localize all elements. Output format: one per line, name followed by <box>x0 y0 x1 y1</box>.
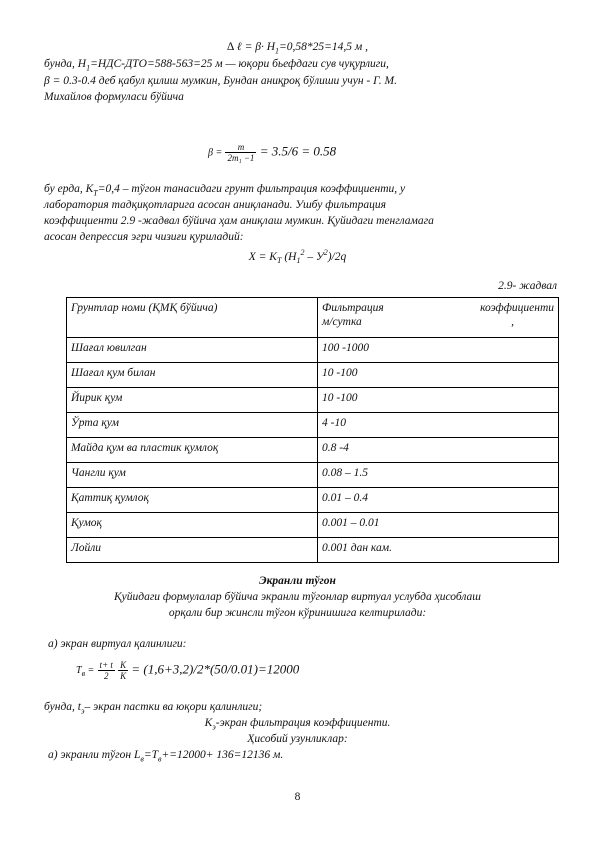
coefficient-value: 0.001 – 0.01 <box>318 513 559 538</box>
coefficient-value: 0.8 -4 <box>318 438 559 463</box>
soil-name: Шағал ювилган <box>67 338 318 363</box>
tv-formula: $T_в$ = $\frac{t+ t}{2}$ $\frac{K}{K}$ = (1,6+3,2)/2*(50/0.01)=12000 <box>76 660 300 681</box>
table-row <box>67 413 559 438</box>
calc-lengths-label: Ҳисобий узунликлар: <box>247 733 348 745</box>
middle-line-3: коэффициенти 2.9 -жадвал бўйича ҳам аниқлаш мумкин. Қуйидаги тенгламага <box>44 215 434 227</box>
coefficient-value: 4 -10 <box>318 413 559 438</box>
ke-definition: $К_э$-экран фильтрация коэффициенти. <box>204 717 391 732</box>
table-row <box>67 338 559 363</box>
table-caption: 2.9- жадвал <box>498 280 557 292</box>
coefficient-value: 0.001 дан кам. <box>318 538 559 563</box>
screen-thickness-label: а) экран виртуал қалинлиги: <box>48 638 187 650</box>
section-heading: Экранли тўгон <box>259 575 336 587</box>
soil-name: Лойли <box>67 538 318 563</box>
beta-formula: β = $\frac{m}{\text{2m₁ −1}}$ = 3.5/6 = 0.58 <box>208 142 337 163</box>
coefficient-value: 10 -100 <box>318 388 559 413</box>
table-row <box>67 513 559 538</box>
coefficient-value: 0.08 – 1.5 <box>318 463 559 488</box>
h1-definition: бунда, $Н_1=НДС-ДТО=588-563=25$ м — юқори бьефдаги сув чуқурлиги, <box>44 58 389 73</box>
mikhailov-formula-label: Михайлов формуласи бўйича <box>44 91 184 103</box>
bottom-para-line-2: орқали бир жинсли тўгон кўринишига келтирилади: <box>168 607 427 619</box>
table-header-row <box>67 298 559 338</box>
soil-name: Йирик қум <box>67 388 318 413</box>
beta-note: β = 0.3-0.4 деб қабул қилиш мумкин, Бундан аниқроқ бўлиши учун - Г. М. <box>44 75 397 87</box>
table-row <box>67 488 559 513</box>
kt-definition: бу ерда, $К_Т=0,4$ – тўгон танасидаги грунт фильтрация коэффициенти, у <box>44 183 406 198</box>
soil-name: Қаттиқ қумлоқ <box>67 488 318 513</box>
te-definition: бунда, $t_э-$ экран пастки ва юқори қалинлиги; <box>44 701 263 716</box>
coefficient-value: 10 -100 <box>318 363 559 388</box>
filtration-table <box>66 297 559 563</box>
bottom-para-line-1: Қуйидаги формулалар бўйича экранли тўгонлар виртуал услубда ҳисоблаш <box>114 591 481 603</box>
page-number: 8 <box>294 791 301 803</box>
table-row <box>67 438 559 463</box>
table-row <box>67 538 559 563</box>
table-row <box>67 463 559 488</box>
table-row <box>67 363 559 388</box>
soil-name: Майда қум ва пластик қумлоқ <box>67 438 318 463</box>
table-row <box>67 388 559 413</box>
header-filtration-coefficient: Фильтрация коэффициенти м/сутка , <box>318 298 559 338</box>
delta-l-equation: ∆ ℓ = $\beta\cdot H_1=0,58*25=14,5$ м , <box>227 41 368 56</box>
soil-name: Чангли қум <box>67 463 318 488</box>
soil-name: Ўрта қум <box>67 413 318 438</box>
coefficient-value: 0.01 – 0.4 <box>318 488 559 513</box>
middle-line-2: лаборатория тадқиқотларига асосан аниқланади. Ушбу фильтрация <box>44 199 386 211</box>
soil-name: Шағал қум билан <box>67 363 318 388</box>
coefficient-value: 100 -1000 <box>318 338 559 363</box>
lv-equation: а) экранли тўгон $L_в=T_в+=12000+ 136=12136$ м. <box>48 749 284 764</box>
middle-line-4: асосан депрессия эгри чизиғи қуриладий: <box>44 231 244 243</box>
header-soil-name: Грунтлар номи (ҚМҚ бўйича) <box>67 298 318 338</box>
depression-curve-equation: $X = K_T$ $(H_1^2 - У^2)/2q$ <box>248 248 347 266</box>
soil-name: Қумоқ <box>67 513 318 538</box>
